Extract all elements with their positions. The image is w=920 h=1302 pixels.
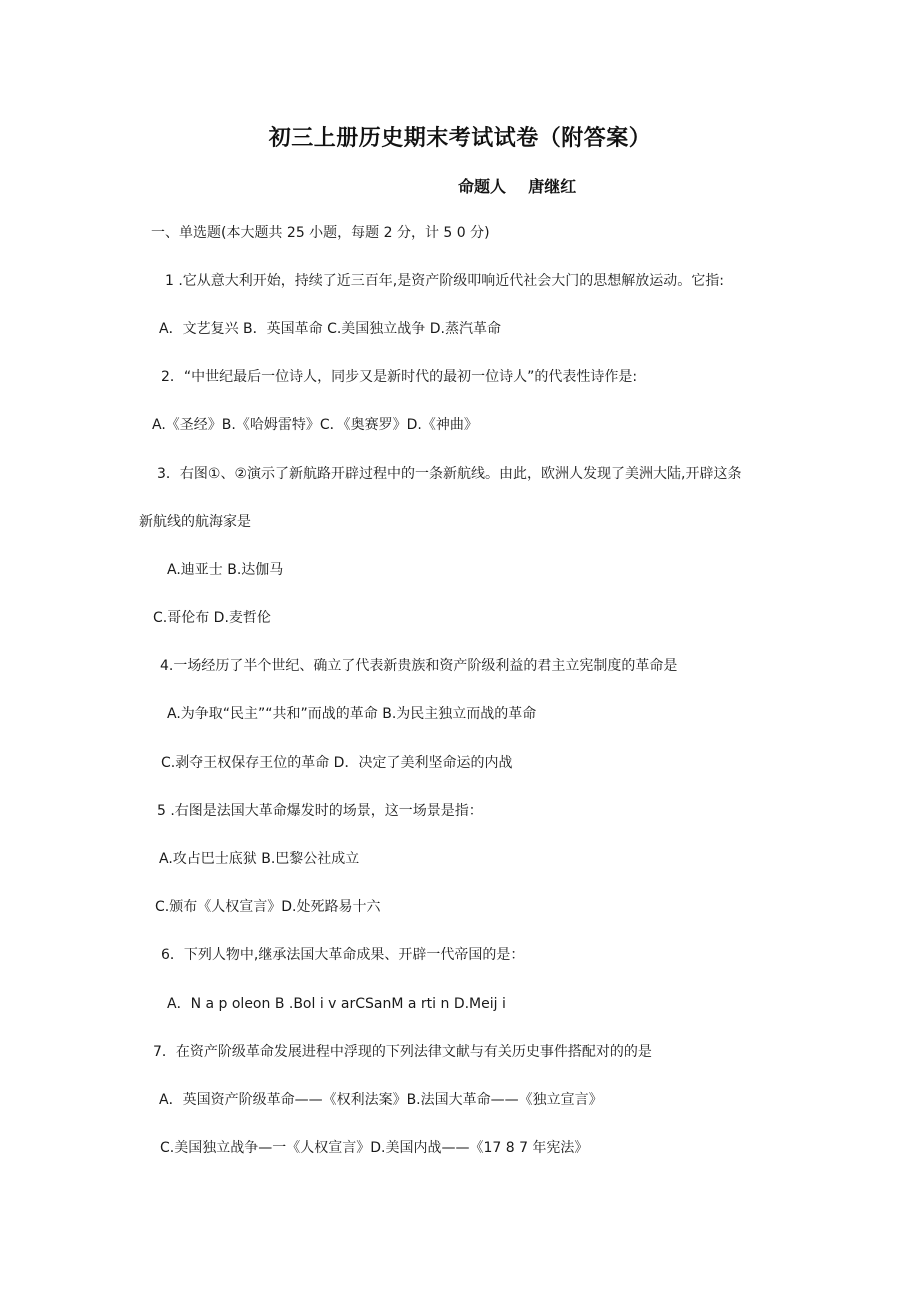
question-7-options-a: A．英国资产阶级革命——《权利法案》B.法国大革命——《独立宣言》 xyxy=(159,1092,603,1108)
question-4-options-a: A.为争取“民主”“共和”而战的革命 B.为民主独立而战的革命 xyxy=(167,706,537,722)
question-5-options-a: A.攻占巴士底狱 B.巴黎公社成立 xyxy=(159,851,360,867)
document-title: 初三上册历史期末考试试卷（附答案） xyxy=(268,126,652,151)
question-6-options: A．N a p oleon B .Bol i v arCSanM a rti n D.Meij i xyxy=(167,996,506,1012)
question-7-stem: 7．在资产阶级革命发展进程中浮现的下列法律文献与有关历史事件搭配对的的是 xyxy=(153,1044,652,1060)
question-6-stem: 6．下列人物中,继承法国大革命成果、开辟一代帝国的是： xyxy=(161,947,525,963)
question-5-stem: 5 .右图是法国大革命爆发时的场景，这一场景是指： xyxy=(157,803,483,819)
question-1-stem: 1 .它从意大利开始，持续了近三百年,是资产阶级叩响近代社会大门的思想解放运动。它指: xyxy=(165,273,724,289)
question-5-options-c: C.颁布《人权宣言》D.处死路易十六 xyxy=(155,899,381,915)
question-3-stem: 3．右图①、②演示了新航路开辟过程中的一条新航线。由此，欧洲人发现了美洲大陆,开辟这条 xyxy=(157,466,742,482)
author-line: 命题人 唐继红 xyxy=(458,177,577,196)
section-heading: 一、单选题(本大题共 25 小题，每题 2 分，计 5 0 分) xyxy=(151,225,490,241)
question-3-stem-continued: 新航线的航海家是 xyxy=(139,514,251,530)
question-2-options: A.《圣经》B.《哈姆雷特》C．《奥赛罗》D.《神曲》 xyxy=(152,417,478,433)
question-4-options-c: C.剥夺王权保存王位的革命 D．决定了美利坚命运的内战 xyxy=(161,755,513,771)
question-3-options-c: C.哥伦布 D.麦哲伦 xyxy=(153,610,271,626)
question-2-stem: 2．“中世纪最后一位诗人，同步又是新时代的最初一位诗人”的代表性诗作是: xyxy=(161,369,638,385)
question-4-stem: 4.一场经历了半个世纪、确立了代表新贵族和资产阶级利益的君主立宪制度的革命是 xyxy=(160,658,678,674)
question-1-options: A．文艺复兴 B．英国革命 C.美国独立战争 D.蒸汽革命 xyxy=(159,321,501,337)
question-7-options-c: C.美国独立战争—一《人权宣言》D.美国内战——《17 8 7 年宪法》 xyxy=(160,1140,589,1156)
question-3-options-a: A.迪亚士 B.达伽马 xyxy=(167,562,284,578)
